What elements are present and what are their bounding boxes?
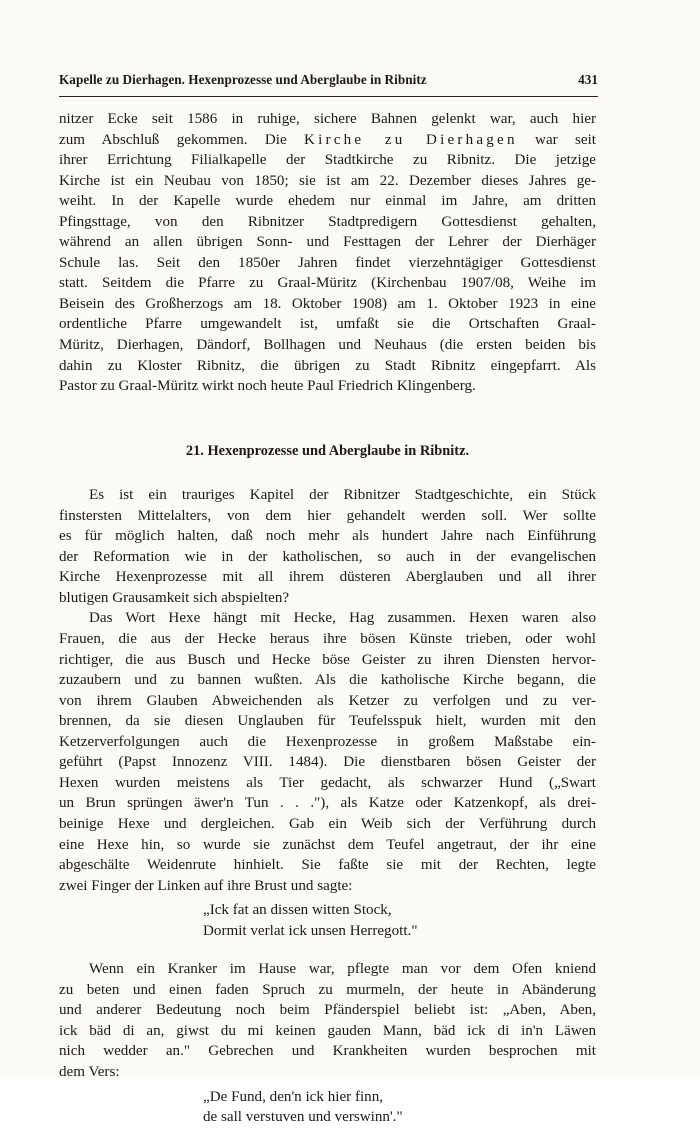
text-line: und anderer Bedeutung noch beim Pfänderspiel beliebt ist: „Aben, Aben, (59, 1002, 596, 1019)
text-line: ordentliche Pfarre umgewandelt ist, umfaßt sie die Ortschaften Graal- (59, 316, 596, 333)
header-rule (59, 96, 598, 97)
text-line: während an allen übrigen Sonn- und Festtagen der Lehrer der Dierhäger (59, 234, 596, 251)
text-line: dahin zu Kloster Ribnitz, die übrigen zu Stadt Ribnitz eingepfarrt. Als (59, 357, 596, 374)
text-line: statt. Seitdem die Pfarre zu Graal-Müritz (Kirchenbau 1907/08, Weihe im (59, 275, 596, 292)
page-number: 431 (578, 72, 598, 87)
text-line: zwei Finger der Linken auf ihre Brust und sagte: (59, 877, 353, 894)
text-line: es für möglich halten, daß noch mehr als hundert Jahre nach Einführung (59, 528, 596, 545)
text-line: geführt (Papst Innozenz VIII. 1484). Die dienstbaren bösen Geister der (59, 754, 596, 771)
text-line: Ketzerverfolgungen auch die Hexenprozesse in großem Maßstabe ein- (59, 733, 596, 750)
text-line: nitzer Ecke seit 1586 in ruhige, sichere Bahnen gelenkt war, auch hier (59, 111, 596, 127)
verse-witten-stock (59, 900, 596, 941)
text-line: Pastor zu Graal-Müritz wirkt noch heute Paul Friedrich Klingenberg. (59, 378, 476, 395)
text-line: Frauen, die aus der Hecke heraus ihre bösen Künste trieben, oder wohl (59, 631, 596, 648)
paragraph-intro (59, 485, 596, 608)
text-line: weiht. In der Kapelle wurde ehedem nur einmal im Jahre, am dritten (59, 193, 596, 210)
text-line: dem Vers: (59, 1063, 120, 1080)
paragraph-hexe (59, 608, 596, 896)
text-line: brennen, da sie diesen Unglauben für Teufelsspuk hielt, wurden mit den (59, 713, 596, 730)
text-line: zuzaubern und zu bannen wußten. Als die katholische Kirche begann, die (59, 672, 596, 689)
verse-line: Dormit verlat ick unsen Herregott." (203, 922, 418, 939)
spaced-emphasis: Kirche zu Dierhagen (304, 131, 518, 148)
verse-line: de sall verstuven und verswinn'." (203, 1109, 403, 1126)
paragraph-dierhagen (59, 109, 596, 397)
verse-line: „Ick fat an dissen witten Stock, (203, 902, 392, 919)
text-line: Pfingsttage, von den Ribnitzer Stadtpredigern Gottesdienst gehalten, (59, 213, 596, 230)
text-line: nich wedder an." Gebrechen und Krankheiten wurden besprochen mit (59, 1043, 596, 1060)
verse-line: „De Fund, den'n ick hier finn, (203, 1088, 384, 1105)
text-line: Beisein des Großherzogs am 18. Oktober 1908) am 1. Oktober 1923 in eine (59, 295, 596, 312)
text-line: Wenn ein Kranker im Hause war, pflegte man vor dem Ofen kniend (89, 961, 596, 978)
text-line: Das Wort Hexe hängt mit Hecke, Hag zusammen. Hexen waren also (89, 610, 596, 627)
section-heading: 21. Hexenprozesse und Aberglaube in Ribnitz. (185, 442, 470, 459)
text-line: Kirche Hexenprozesse mit all ihrem düsteren Aberglauben und all ihrer (59, 569, 596, 586)
text-line: ick bäd di an, giwst du mi keinen gauden Mann, bäd ick di in'n Läwen (59, 1022, 596, 1039)
text-run: zum Abschluß gekommen. Die (59, 131, 305, 148)
text-line: beinige Hexe und dergleichen. Gab ein Weib sich der Verführung durch (59, 815, 596, 832)
text-line (59, 130, 596, 151)
running-title: Kapelle zu Dierhagen. Hexenprozesse und Aberglaube in Ribnitz (59, 72, 427, 87)
text-line: un Brun sprüngen äwer'n Tun . . ."), als Katze oder Katzenkopf, als drei- (59, 795, 596, 812)
paragraph-kranker (59, 959, 596, 1082)
text-line: Kirche ist ein Neubau von 1850; sie ist am 22. Dezember dieses Jahres ge- (59, 172, 596, 189)
text-line: Schule las. Seit den 1850er Jahren findet vierzehntägiger Gottesdienst (59, 254, 596, 271)
text-run: war seit (517, 131, 596, 148)
text-line: von ihrem Glauben Abweichenden als Ketzer zu verfolgen und zu ver- (59, 692, 596, 709)
text-line: Müritz, Dierhagen, Dändorf, Bollhagen und Neuhaus (die ersten beiden bis (59, 337, 596, 354)
text-line: abgeschälte Weidenrute hinhielt. Sie faßte sie mit der Rechten, legte (59, 857, 596, 874)
text-line: richtiger, die aus Busch und Hecke böse Geister zu ihren Diensten hervor- (59, 651, 596, 668)
spacer (59, 941, 596, 959)
text-line: der Reformation wie in der katholischen, so auch in der evangelischen (59, 548, 596, 565)
text-line: finstersten Mittelalters, von dem hier gehandelt werden soll. Wer sollte (59, 507, 596, 524)
text-line: eine Hexe hin, so wurde sie zunächst dem Teufel angetraut, der ihr eine (59, 836, 596, 853)
text-line: Hexen wurden meistens als Tier gedacht, als schwarzer Hund („Swart (59, 774, 596, 791)
text-line: Es ist ein trauriges Kapitel der Ribnitzer Stadtgeschichte, ein Stück (89, 487, 596, 504)
text-line: ihrer Errichtung Filialkapelle der Stadtkirche zu Ribnitz. Die jetzige (59, 152, 596, 169)
body-text (59, 109, 596, 1128)
text-line: blutigen Grausamkeit sich abspielten? (59, 589, 290, 606)
running-head (59, 72, 598, 92)
verse-fund (59, 1087, 596, 1128)
text-line: zu beten und einen faden Spruch zu murmeln, der heute in Abänderung (59, 981, 596, 998)
